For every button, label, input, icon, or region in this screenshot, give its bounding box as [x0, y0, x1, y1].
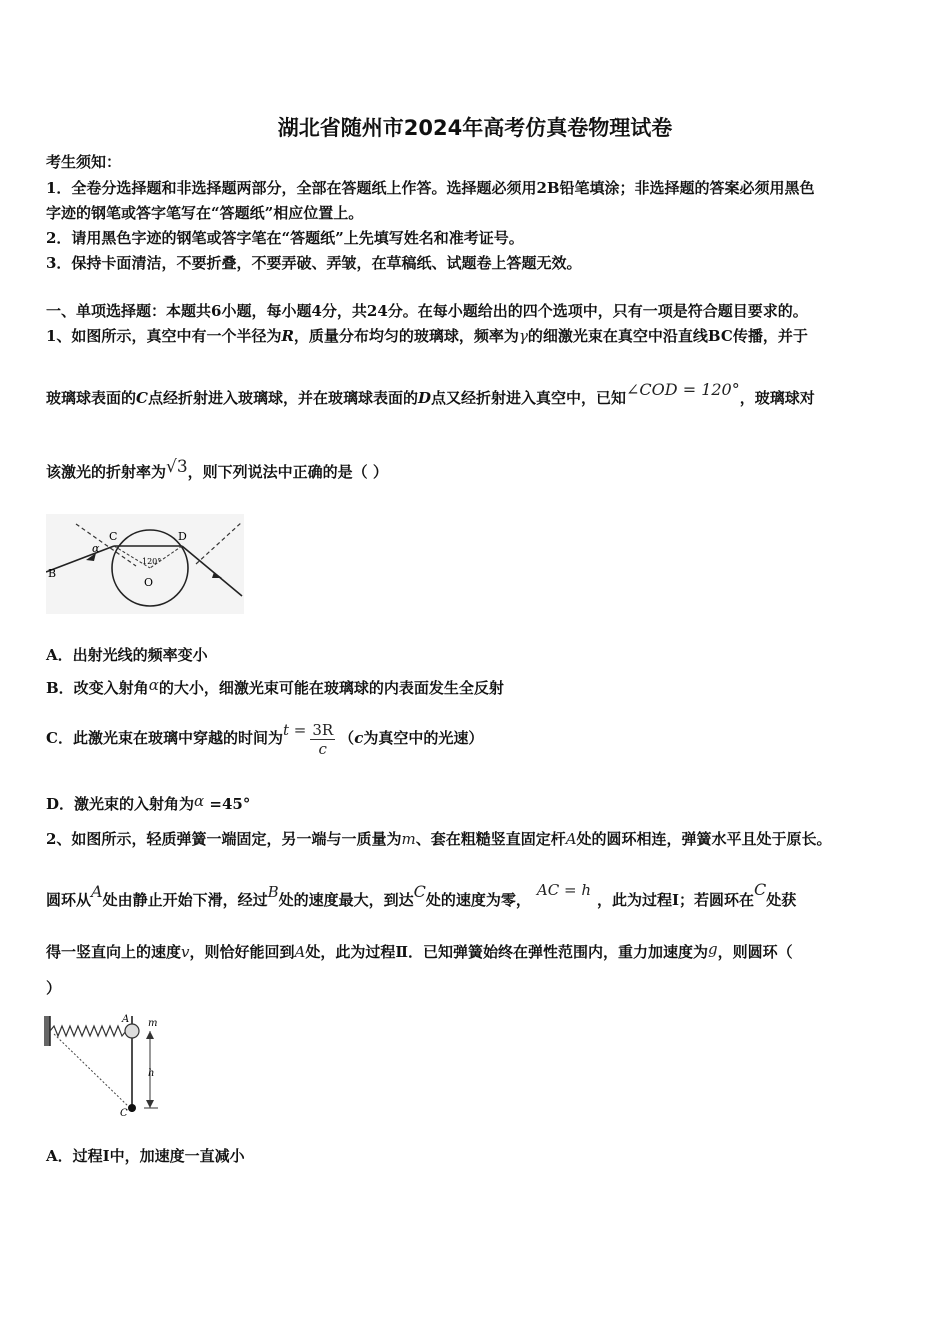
- notice-heading: 考生须知：: [46, 153, 122, 171]
- notice-item-3: 3．保持卡面清洁，不要折叠，不要弄破、弄皱，在草稿纸、试题卷上答题无效。: [46, 254, 582, 272]
- q2-stem-line3: 得一竖直向上的速度v，则恰好能回到A处，此为过程Ⅱ．已知弹簧始终在弹性范围内，重力加速度为g，则圆环（: [46, 940, 793, 961]
- q2-stem-line2: 圆环从A处由静止开始下滑，经过B处的速度最大，到达C处的速度为零，AC = h，此为过程Ⅰ；若圆环在C处获: [46, 880, 797, 909]
- notice-item-2: 2．请用黑色字迹的钢笔或答字笔在“答题纸”上先填写姓名和准考证号。: [46, 229, 524, 247]
- q1-stem-line3: 该激光的折射率为√3，则下列说法中正确的是（ ）: [46, 457, 388, 481]
- q1-fig-label-o: O: [144, 576, 154, 589]
- notice-item-1-cont: 字迹的钢笔或答字笔写在“答题纸”相应位置上。: [46, 204, 364, 222]
- q1-fig-label-angle: 120°: [142, 557, 162, 566]
- q1-option-a: A．出射光线的频率变小: [46, 646, 208, 664]
- q2-fig-label-h: h: [148, 1068, 155, 1079]
- q1-fig-label-b: B: [48, 567, 57, 580]
- q2-fig-label-a: A: [122, 1014, 130, 1025]
- q1-fig-label-d: D: [178, 530, 187, 543]
- q1-fig-label-c: C: [109, 530, 118, 543]
- q2-stem-line1: 2、如图所示，轻质弹簧一端固定，另一端与一质量为m、套在粗糙竖直固定杆A处的圆环相连，弹簧水平且处于原长。: [46, 830, 832, 848]
- q1-glass-sphere-figure: [46, 514, 244, 614]
- q1-stem-line2: 玻璃球表面的C点经折射进入玻璃球，并在玻璃球表面的D点又经折射进入真空中，已知∠COD = 120°，玻璃球对: [46, 380, 815, 407]
- q1-fig-label-alpha: α: [92, 542, 100, 555]
- q1-option-c: C．此激光束在玻璃中穿越的时间为t = $\frac{3R}{c}$ （c为真空中的光速）: [46, 720, 484, 758]
- q2-fig-label-m: m: [148, 1018, 158, 1029]
- q2-spring-ring-figure: [42, 1010, 172, 1118]
- q1-option-d: D．激光束的入射角为α =45°: [46, 792, 251, 813]
- q2-option-a: A．过程Ⅰ中，加速度一直减小: [46, 1147, 245, 1165]
- q1-option-b: B．改变入射角α的大小，细激光束可能在玻璃球的内表面发生全反射: [46, 676, 504, 697]
- page-title: 湖北省随州市2024年高考仿真卷物理试卷: [277, 116, 673, 140]
- q1-stem-line1: 1、如图所示，真空中有一个半径为R，质量分布均匀的玻璃球，频率为γ的细激光束在真空中沿直线BC传播，并于: [46, 327, 808, 345]
- q2-fig-label-c: C: [120, 1108, 128, 1118]
- notice-item-1: 1．全卷分选择题和非选择题两部分，全部在答题纸上作答。选择题必须用2B铅笔填涂；非选择题的答案必须用黑色: [46, 179, 815, 197]
- q2-stem-line4: ）: [46, 979, 62, 997]
- section-heading: 一、单项选择题：本题共6小题，每小题4分，共24分。在每小题给出的四个选项中，只有一项是符合题目要求的。: [46, 302, 808, 320]
